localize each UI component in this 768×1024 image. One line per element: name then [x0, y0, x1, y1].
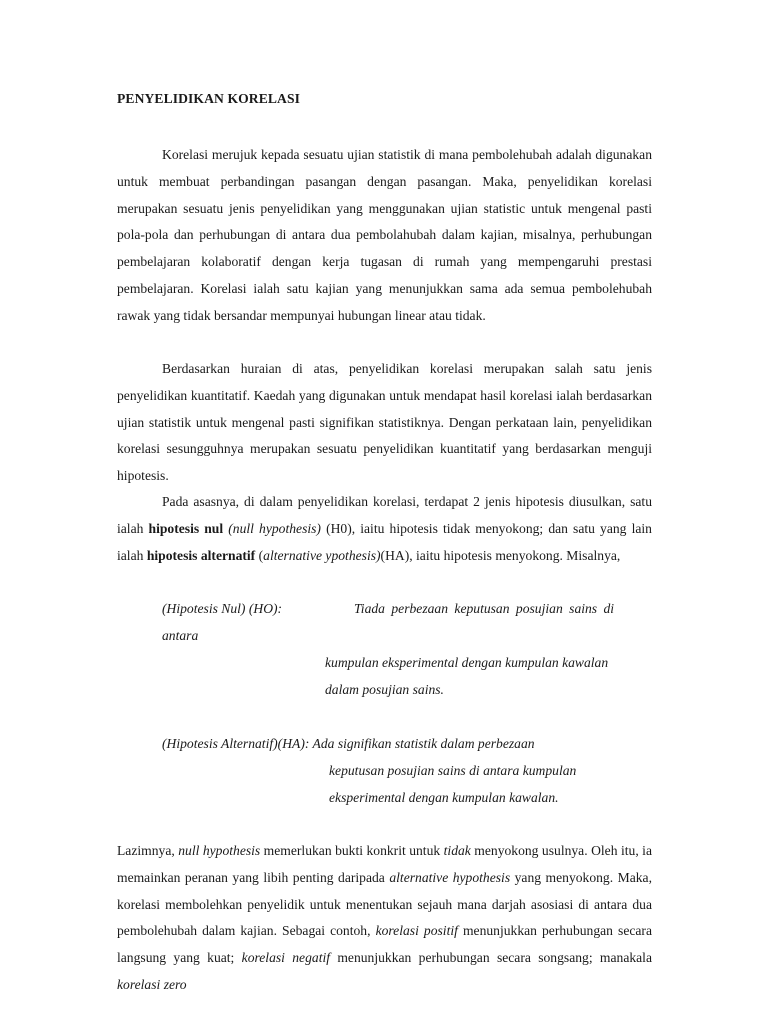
- text-run: yang menyokong. Maka, korelasi membolehkan penyelidik untuk menentukan sejauh mana darjah asosiasi di antara dua pembolehubah dalam kajian. Sebagai contoh,: [117, 869, 652, 939]
- bold-term-null-hypothesis: hipotesis nul: [148, 520, 224, 536]
- italic-term: korelasi zero: [117, 976, 187, 992]
- bold-term-alternative-hypothesis: hipotesis alternatif: [146, 547, 256, 563]
- text-run: (: [255, 547, 264, 563]
- italic-term: tidak: [443, 843, 471, 858]
- text-run: menyokong usulnya. Oleh itu, ia memainkan peranan yang libih penting daripada: [117, 843, 652, 885]
- document-title: PENYELIDIKAN KORELASI: [117, 91, 301, 106]
- text-run: Lazimnya,: [117, 843, 179, 858]
- alternative-hypothesis-line-3: eksperimental dengan kumpulan kawalan.: [329, 790, 559, 805]
- italic-term: alternative hypothesis: [389, 869, 511, 885]
- text-run: (HA), iaitu hipotesis menyokong. Misalnya,: [380, 547, 621, 563]
- text-run: menunjukkan perhubungan secara langsung yang kuat;: [117, 923, 652, 966]
- italic-term: korelasi negatif: [241, 950, 331, 966]
- paragraph-4-text: [117, 838, 652, 999]
- paragraph-3-text: [117, 489, 652, 569]
- null-hypothesis-text-line-1: Tiada perbezaan keputusan posujian sains di: [354, 601, 615, 616]
- paragraph-4: [117, 838, 652, 999]
- text-run: Pada asasnya, di dalam penyelidikan korelasi, terdapat 2 jenis hipotesis diusulkan, satu ialah: [117, 494, 652, 536]
- paragraph-1: [117, 142, 652, 330]
- alternative-hypothesis-line-1: (Hipotesis Alternatif)(HA): Ada signifikan statistik dalam perbezaan: [162, 736, 535, 751]
- paragraph-3: [117, 489, 652, 569]
- text-run: memerlukan bukti konkrit untuk: [260, 843, 444, 858]
- null-hypothesis-text-line-2: antara: [162, 628, 199, 643]
- paragraph-2: [117, 356, 652, 490]
- null-hypothesis-text-line-3: kumpulan eksperimental dengan kumpulan kawalan: [325, 655, 609, 670]
- italic-term: alternative ypothesis): [263, 547, 381, 563]
- paragraph-2-text: Berdasarkan huraian di atas, penyelidikan korelasi merupakan salah satu jenis penyelidikan kuantitatif. Kaedah yang digunakan untuk mendapat hasil korelasi ialah berdasarkan ujian statistik untuk mengenal pasti signifikan statistiknya. Dengan perkataan lain, penyelidikan korelasi sesungguhnya merupakan sesuatu penyelidikan kuantitatif yang berdasarkan menguji hipotesis.: [117, 361, 652, 484]
- italic-term: korelasi positif: [375, 923, 458, 939]
- alternative-hypothesis-line-2: keputusan posujian sains di antara kumpulan: [329, 763, 577, 778]
- paragraph-1-text: Korelasi merujuk kepada sesuatu ujian statistik di mana pembolehubah adalah digunakan untuk membuat perbandingan pasangan dengan pasangan. Maka, penyelidikan korelasi merupakan sesuatu jenis penyelidikan yang menggunakan ujian statistic untuk mengenal pasti pola-pola dan perhubungan di antara dua pembolahubah dalam kajian, misalnya, perhubungan pembelajaran kolaboratif dengan kerja tugasan di rumah yang mempengaruhi prestasi pembelajaran. Korelasi ialah satu kajian yang menunjukkan sama ada semua pembolehubah rawak yang tidak bersandar mempunyai hubungan linear atau tidak.: [117, 147, 652, 323]
- null-hypothesis-label: (Hipotesis Nul) (HO):: [162, 601, 283, 616]
- text-run: menunjukkan perhubungan secara songsang; manakala: [330, 950, 652, 966]
- italic-term: null hypothesis: [178, 843, 261, 858]
- italic-term: (null hypothesis): [228, 520, 321, 536]
- text-run: (H0), iaitu hipotesis tidak menyokong; dan satu yang lain ialah: [117, 520, 652, 563]
- null-hypothesis-text-line-4: dalam posujian sains.: [325, 682, 444, 697]
